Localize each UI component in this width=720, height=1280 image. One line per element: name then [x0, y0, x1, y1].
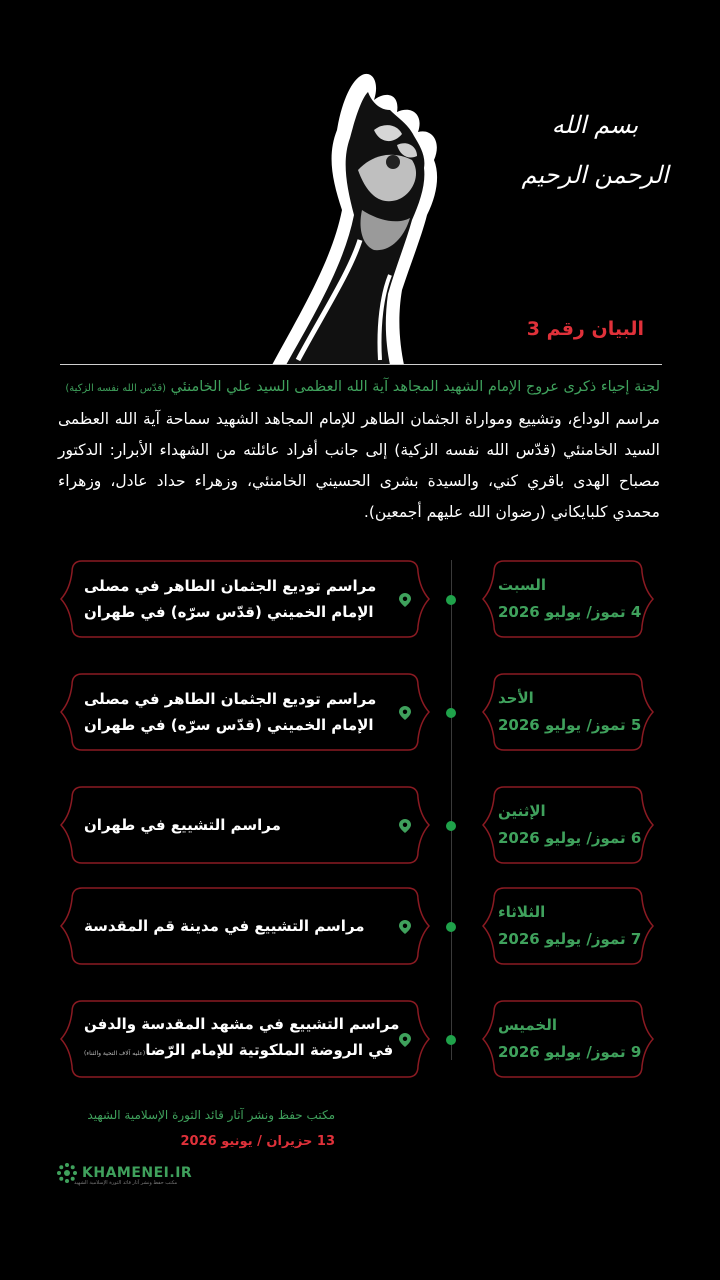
event-note: (عليه آلاف التحية والثناء) — [84, 1050, 146, 1057]
event-box — [60, 887, 430, 965]
date-text — [498, 887, 642, 965]
day-date: 6 تموز/ يوليو 2026 — [498, 829, 642, 847]
date-box — [482, 1000, 654, 1078]
intro-committee-line — [58, 372, 660, 404]
day-date: 9 تموز/ يوليو 2026 — [498, 1043, 642, 1061]
location-pin-icon — [399, 1033, 411, 1047]
timeline-dot — [446, 1035, 456, 1045]
date-box — [482, 887, 654, 965]
footer-date: 13 حزيران / يونيو 2026 — [180, 1134, 335, 1149]
footer-office: مكتب حفظ ونشر آثار قائد الثورة الإسلامية الشهيد — [87, 1108, 335, 1122]
intro-section — [58, 372, 660, 528]
event-box — [60, 786, 430, 864]
event-line-1: مراسم توديع الجثمان الطاهر في مصلى — [84, 690, 377, 708]
location-pin-icon — [399, 819, 411, 833]
khamenei-logo-text: KHAMENEI.IR — [82, 1165, 193, 1181]
date-text — [498, 1000, 642, 1078]
raised-fist-illustration — [262, 60, 452, 365]
day-name: الإثنين — [498, 802, 546, 820]
event-text — [84, 786, 390, 864]
khamenei-logo-subtitle: مكتب حفظ ونشر آثار قائد الثورة الإسلامية الشهيد — [74, 1180, 178, 1186]
event-line-1: مراسم التشييع في مدينة قم المقدسة — [84, 917, 365, 935]
timeline-dot — [446, 922, 456, 932]
event-box — [60, 560, 430, 638]
schedule-row — [0, 673, 720, 753]
event-line-2-text: في الروضة الملكوتية للإمام الرّضا — [145, 1041, 394, 1059]
event-line-1: مراسم توديع الجثمان الطاهر في مصلى — [84, 577, 377, 595]
event-text — [84, 560, 390, 638]
location-pin-icon — [399, 920, 411, 934]
location-pin-icon — [399, 706, 411, 720]
event-text — [84, 673, 390, 751]
timeline-dot — [446, 595, 456, 605]
schedule-row — [0, 887, 720, 967]
intro-committee-text: لجنة إحياء ذكرى عروج الإمام الشهيد المجاهد آية الله العظمى السيد علي الخامنئي — [170, 379, 660, 395]
bismillah-calligraphy: بسم الله الرحمن الرحيم — [521, 111, 669, 189]
event-text — [84, 1000, 400, 1078]
title-divider — [60, 364, 662, 365]
schedule-row — [0, 560, 720, 640]
date-text — [498, 786, 642, 864]
event-box — [60, 1000, 430, 1078]
date-box — [482, 786, 654, 864]
event-line-1: مراسم التشييع في طهران — [84, 816, 281, 834]
event-line-1: مراسم التشييع في مشهد المقدسة والدفن — [84, 1015, 400, 1033]
date-box — [482, 673, 654, 751]
date-box — [482, 560, 654, 638]
schedule-row — [0, 1000, 720, 1080]
date-text — [498, 560, 642, 638]
intro-body-text: مراسم الوداع، وتشييع ومواراة الجثمان الطاهر للإمام المجاهد الشهيد سماحة آية الله العظمى السيد الخامنئي (قدّس الله نفسه الزكية) إلى جانب أفراد عائلته من الشهداء الأبرار: الدكتور مصباح الهدى باقري كني، والسيدة بشرى الحسيني الخامنئي، وزهراء حداد عادل، وزهراء محمدي كلبايكاني (رضوان الله عليهم أجمعين). — [58, 410, 660, 521]
intro-committee-honorific: (قدّس الله نفسه الزكية) — [65, 383, 167, 394]
day-name: الثلاثاء — [498, 903, 546, 921]
location-pin-icon — [399, 593, 411, 607]
day-name: الخميس — [498, 1016, 557, 1034]
schedule-row — [0, 786, 720, 866]
day-date: 5 تموز/ يوليو 2026 — [498, 716, 642, 734]
event-line-2 — [84, 1037, 393, 1067]
event-line-2-text: الإمام الخميني (قدّس سرّه) في طهران — [84, 603, 374, 621]
timeline-dot — [446, 821, 456, 831]
event-line-2 — [84, 599, 374, 625]
timeline-dot — [446, 708, 456, 718]
date-text — [498, 673, 642, 751]
event-line-2-text: الإمام الخميني (قدّس سرّه) في طهران — [84, 716, 374, 734]
day-name: الأحد — [498, 689, 534, 707]
day-name: السبت — [498, 576, 547, 594]
event-line-2 — [84, 712, 374, 738]
day-date: 7 تموز/ يوليو 2026 — [498, 930, 642, 948]
event-box — [60, 673, 430, 751]
event-text — [84, 887, 390, 965]
statement-title: البيان رقم 3 — [526, 318, 644, 340]
day-date: 4 تموز/ يوليو 2026 — [498, 603, 642, 621]
